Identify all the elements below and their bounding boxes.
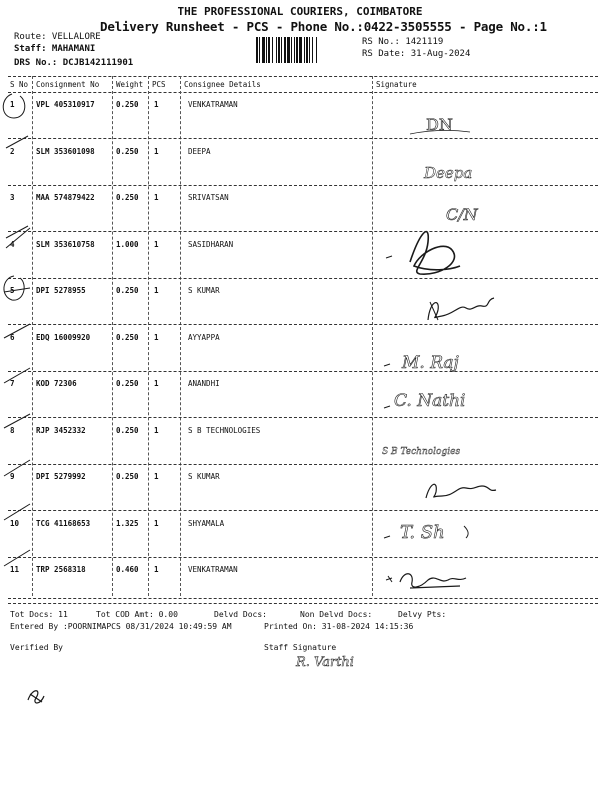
svg-text:S B Technologies: S B Technologies <box>382 447 461 457</box>
signature-row-1 <box>400 108 480 138</box>
route: Route: VELLALORE <box>14 32 101 42</box>
total-docs: Tot Docs: 11 <box>10 610 68 619</box>
row-serial: 10 <box>10 518 20 528</box>
row-consignee: SASIDHARAN <box>188 239 234 249</box>
row-weight: 0.250 <box>116 332 139 342</box>
col-divider <box>372 76 373 596</box>
svg-text:Deepa: Deepa <box>424 164 473 182</box>
row-weight: 0.250 <box>116 100 139 109</box>
row-divider <box>8 231 598 232</box>
row-consignment-no: DPI 5278955 <box>36 286 86 295</box>
row-consignment-no: KOD 72306 <box>36 379 77 388</box>
row-consignment-no: MAA 574879422 <box>36 193 95 202</box>
barcode-bar <box>291 37 292 63</box>
runsheet-title: Delivery Runsheet - PCS - Phone No.:0422-3505555 - Page No.:1 <box>100 19 547 34</box>
barcode-bar <box>294 37 295 63</box>
row-consignee: AYYAPPA <box>188 332 220 342</box>
table-top-border <box>8 76 598 77</box>
barcode-bar <box>306 37 308 63</box>
barcode-bar <box>259 37 260 63</box>
barcode-bar <box>278 37 280 63</box>
row-consignment-no: RJP 3452332 <box>36 425 86 435</box>
verified-by-signature <box>22 684 52 708</box>
row-serial: 2 <box>10 146 15 156</box>
staff: Staff: MAHAMANI <box>14 44 96 54</box>
barcode-bar <box>312 37 313 63</box>
rs-date: RS Date: 31-Aug-2024 <box>362 49 471 59</box>
row-divider <box>8 417 598 418</box>
barcode-bar <box>281 37 282 63</box>
row-consignee: S KUMAR <box>188 286 220 295</box>
svg-text:DN: DN <box>426 115 453 134</box>
entered-by: Entered By :POORNIMAPCS 08/31/2024 10:49:59 AM <box>10 622 232 631</box>
row-consignee: ANANDHI <box>188 379 220 388</box>
row-weight: 1.325 <box>116 518 139 528</box>
row-consignment-no: EDQ 16009920 <box>36 332 91 342</box>
signature-row-6 <box>380 344 500 376</box>
col-divider <box>112 76 113 596</box>
row-consignee: VENKATRAMAN <box>188 100 238 109</box>
col-weight: Weight <box>116 80 144 89</box>
row-pcs: 1 <box>154 239 159 249</box>
row-weight: 0.250 <box>116 379 139 388</box>
col-sno: S No <box>10 80 29 89</box>
row-consignment-no: TRP 2568318 <box>36 565 86 574</box>
signature-row-11 <box>380 562 490 594</box>
svg-text:M. Raj: M. Raj <box>402 353 459 373</box>
barcode-bar <box>296 37 298 63</box>
row-consignee: VENKATRAMAN <box>188 565 238 574</box>
barcode-bar <box>284 37 286 63</box>
row-serial: 1 <box>10 100 15 109</box>
row-consignment-no: SLM 353601098 <box>36 146 95 156</box>
row-consignment-no: SLM 353610758 <box>36 239 95 249</box>
row-divider <box>8 557 598 558</box>
staff-signature <box>290 646 370 674</box>
row-weight: 1.000 <box>116 239 139 249</box>
row-serial: 7 <box>10 379 15 388</box>
signature-row-8 <box>376 436 556 464</box>
barcode-bar <box>272 37 273 63</box>
non-delivered-docs: Non Delvd Docs: <box>300 610 373 619</box>
company-name: THE PROFESSIONAL COURIERS, COIMBATORE <box>177 5 423 18</box>
svg-text:C/N: C/N <box>446 205 478 224</box>
row-pcs: 1 <box>154 100 159 109</box>
delivered-docs: Delvd Docs: <box>214 610 267 619</box>
col-signature: Signature <box>376 80 417 89</box>
barcode-bar <box>287 37 290 63</box>
row-weight: 0.250 <box>116 286 139 295</box>
row-pcs: 1 <box>154 565 159 574</box>
row-pcs: 1 <box>154 193 159 202</box>
signature-row-9 <box>420 474 510 504</box>
barcode-bar <box>299 37 302 63</box>
svg-text:C. Nathi: C. Nathi <box>394 391 466 411</box>
signature-row-10 <box>380 514 500 550</box>
serial-check-marks <box>0 88 40 608</box>
barcode <box>256 37 352 63</box>
barcode-bar <box>276 37 277 63</box>
row-pcs: 1 <box>154 425 159 435</box>
row-consignee: DEEPA <box>188 146 211 156</box>
row-pcs: 1 <box>154 332 159 342</box>
row-pcs: 1 <box>154 379 159 388</box>
row-serial: 9 <box>10 472 15 481</box>
signature-row-7 <box>380 384 500 416</box>
col-consignment: Consignment No <box>36 80 100 89</box>
barcode-bar <box>309 37 310 63</box>
table-bottom-border <box>8 598 598 599</box>
row-divider <box>8 371 598 372</box>
col-divider <box>148 76 149 596</box>
row-serial: 5 <box>10 286 15 295</box>
barcode-bar <box>262 37 265 63</box>
barcode-bar <box>316 37 317 63</box>
printed-on: Printed On: 31-08-2024 14:15:36 <box>264 622 414 631</box>
total-cod: Tot COD Amt: 0.00 <box>96 610 178 619</box>
drs-number: DRS No.: DCJB142111901 <box>14 58 134 68</box>
row-divider <box>8 510 598 511</box>
barcode-bar <box>304 37 305 63</box>
row-consignment-no: DPI 5279992 <box>36 472 86 481</box>
delivery-points: Delvy Pts: <box>398 610 447 619</box>
signature-row-5 <box>420 290 510 326</box>
signature-row-4 <box>380 222 480 282</box>
verified-by: Verified By <box>10 643 63 652</box>
row-serial: 11 <box>10 565 20 574</box>
row-divider <box>8 138 598 139</box>
row-consignee: SRIVATSAN <box>188 193 229 202</box>
row-serial: 4 <box>10 239 15 249</box>
row-consignment-no: TCG 41168653 <box>36 518 91 528</box>
row-weight: 0.250 <box>116 193 139 202</box>
row-pcs: 1 <box>154 472 159 481</box>
row-divider <box>8 278 598 279</box>
header-bottom-border <box>8 92 598 93</box>
barcode-bar <box>266 37 267 63</box>
row-pcs: 1 <box>154 146 159 156</box>
row-serial: 8 <box>10 425 15 435</box>
row-consignee: SHYAMALA <box>188 518 225 528</box>
row-divider <box>8 185 598 186</box>
col-pcs: PCS <box>152 80 166 89</box>
row-pcs: 1 <box>154 518 159 528</box>
col-consignee: Consignee Details <box>184 80 261 89</box>
row-pcs: 1 <box>154 286 159 295</box>
barcode-bar <box>256 37 258 63</box>
staff-signature-label: Staff Signature <box>264 643 337 652</box>
row-weight: 0.250 <box>116 472 139 481</box>
col-divider <box>180 76 181 596</box>
row-serial: 3 <box>10 193 15 202</box>
signature-row-2 <box>418 156 508 190</box>
row-consignment-no: VPL 405310917 <box>36 100 95 109</box>
row-weight: 0.250 <box>116 425 139 435</box>
row-consignee: S KUMAR <box>188 472 220 481</box>
barcode-bar <box>268 37 270 63</box>
rs-number: RS No.: 1421119 <box>362 37 444 47</box>
row-weight: 0.250 <box>116 146 139 156</box>
row-consignee: S B TECHNOLOGIES <box>188 425 261 435</box>
svg-text:T. Sh: T. Sh <box>400 522 445 543</box>
row-weight: 0.460 <box>116 565 139 574</box>
row-serial: 6 <box>10 332 15 342</box>
svg-text:R. Varthi: R. Varthi <box>296 655 354 670</box>
row-divider <box>8 603 598 604</box>
